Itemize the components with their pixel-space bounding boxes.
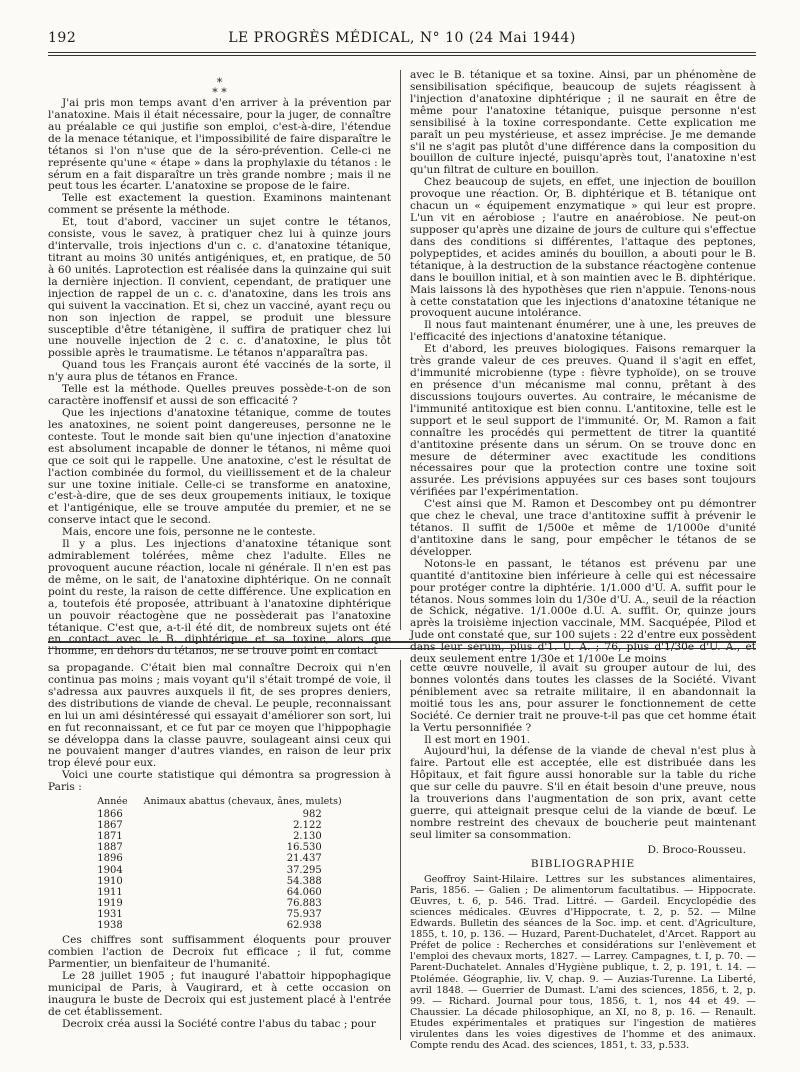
section-asterism: * * * [212, 76, 227, 99]
count-cell: 982 [302, 809, 322, 821]
paragraph: Ces chiffres sont suffisamment éloquents pour prouver combien l'action de Decroix fut efficace ; il fut, comme Parmentier, un bienfaiteur de l'humanité. [48, 934, 391, 970]
count-cell: 2.122 [293, 820, 322, 832]
header-rule [48, 52, 756, 53]
column-header-count: Animaux abattus (chevaux, ânes, mulets) [143, 796, 342, 808]
paragraph: sa propagande. C'était bien mal connaître Decroix qui n'en continua pas moins ; mais voyant qu'il s'était trompé de voie, il s'adressa aux pauvres auxquels il fit, de ses propres deniers, des distributions de viande de cheval. Le peuple, reconnaissant en lui un ami désintéressé qui essayait d'améliorer son sort, lui en fut reconnaissant, et ce fut par ce moyen que l'hippophagie se développa dans la classe pauvre, soulageant ainsi ceux qui ne pouvaient manger d'autres viandes, en raison de leur prix trop élevé pour eux. [48, 662, 391, 770]
year-cell: 1904 [97, 864, 123, 876]
table-row [89, 887, 349, 898]
paragraph: Chez beaucoup de sujets, en effet, une injection de bouillon provoque une réaction. Or, B. diphtérique et B. tétanique ont chacun un « équipement enzymatique » qui leur est propre. L'un vit en aérobiose ; l'autre en anaérobiose. Ne peut-on supposer qu'après une dizaine de jours de culture qui s'effectue dans des conditions si différentes, l'attaque des peptones, polypeptides, et acides aminés du bouillon, a abouti pour le B. tétanique, à la destruction de la substance réactogène contenue dans le bouillon initial, et à son maintien avec le B. diphtérique. Mais laissons là des hypothèses que rien n'appuie. Tenons-nous à cette constatation que les injections d'anatoxine tétanique ne provoquent aucune intolérance. [410, 176, 756, 320]
table-row [89, 920, 349, 931]
year-cell: 1866 [97, 809, 123, 821]
paragraph: Voici une courte statistique qui démontra sa progression à Paris : [48, 769, 391, 794]
count-cell: 2.130 [293, 831, 322, 843]
paragraph: Mais, encore une fois, personne ne le conteste. [62, 526, 316, 539]
paragraph: Et d'abord, les preuves biologiques. Faisons remarquer la très grande valeur de ces preuves. Quand il s'agit en effet, d'immunité microbienne (type : fièvre typhoïde), on se trouve en présence d'un mécanisme mal connu, prêtant à des discussions toujours ouvertes. Au contraire, le mécanisme de l'immunité antitoxique est bien connu. L'antitoxine, telle est le support et le seul support de l'immunité. Or, M. Ramon a fait connaître les procédés qui permettent de titrer la quantité d'antitoxine présente dans un sérum. On se trouve donc en mesure de déterminer avec exactitude les conditions nécessaires pour que la protection contre une toxine soit assurée. Les prévisions appuyées sur ces bases sont toujours vérifiées par l'expérimentation. [410, 343, 756, 499]
year-cell: 1910 [97, 875, 123, 887]
paragraph: Telle est la méthode. Quelles preuves possède-t-on de son caractère inoffensif et aussi de son efficacité ? [48, 383, 391, 408]
author-signature: D. Broco-Rousseu. [647, 843, 746, 856]
count-cell: 62.938 [286, 920, 322, 931]
paragraph: Notons-le en passant, le tétanos est prévenu par une quantité d'antitoxine bien inférieure à celle qui est nécessaire pour protéger contre la diphtérie. 1/1.000 d'U. A. suffit pour le tétanos. Nous sommes loin du 1/30e d'U. A., seuil de la réaction de Schick, négative. 1/1.000e d.U. A. suffit. Or, quinze jours après la troisième injection vaccinale, MM. Sacquépée, Pilod et Jude ont constaté que, sur 100 sujets : 22 d'entre eux possèdent dans leur sérum, plus d'1. U. A. ; 76, plus d'1/30e d'U. A., et deux seulement entre 1/30e et 1/100e Le moins [410, 557, 756, 666]
column-rule [400, 70, 401, 630]
table-row [89, 853, 349, 864]
table-row [89, 865, 349, 876]
upper-right-column [410, 70, 756, 666]
year-cell: 1896 [97, 853, 123, 865]
year-cell: 1919 [97, 897, 123, 909]
paragraph: Aujourd'hui, la défense de la viande de cheval n'est plus à faire. Partout elle est acceptée, elle est distribuée dans les Hôpitaux, et fait figure aussi honorable sur la table du riche que sur celle du pauvre. S'il en était besoin d'une preuve, nous la trouverions dans l'augmentation de son prix, avant cette guerre, qui atteignait presque celui de la viande de bœuf. Le nombre restreint des chevaux de boucherie peut maintenant seul limiter sa consommation. [410, 745, 756, 841]
count-cell: 37.295 [286, 864, 322, 876]
year-cell: 1931 [97, 908, 123, 920]
table-row [89, 898, 349, 909]
paragraph: avec le B. tétanique et sa toxine. Ainsi, par un phénomène de sensibilisation spécifique, beaucoup de sujets réagissent à l'injection d'anatoxine diphtérique ; il ne saurait en être de même pour l'anatoxine tétanique, puisque personne n'est sensibilisé à la toxine correspondante. Cette explication me paraît un peu mystérieuse, et assez imprécise. Je me demande s'il ne s'agit pas plutôt d'une différence dans la composition du bouillon de culture injecté, puisqu'après tout, l'anatoxine n'est qu'un filtrat de culture en bouillon. [410, 69, 756, 177]
paragraph: Decroix créa aussi la Société contre l'abus du tabac ; pour [62, 1017, 376, 1030]
paragraph: Que les injections d'anatoxine tétanique, comme de toutes les anatoxines, ne soient point dangereuses, personne ne le conteste. Tout le monde sait bien qu'une injection d'anatoxine est absolument incapable de donner le tétanos, ni même quoi que ce soit qui le rappelle. Une anatoxine, c'est le résultat de l'action combinée du formol, du vieillissement et de la chaleur sur une toxine initiale. Celle-ci se transforme en anatoxine, c'est-à-dire, que de ses deux groupements initiaux, le toxique et l'antigénique, elle se trouve amputée du premier, et ne se conserve intact que le second. [48, 406, 391, 527]
page-header [48, 30, 756, 50]
column-rule [400, 660, 401, 1040]
year-cell: 1911 [97, 886, 123, 898]
journal-title: LE PROGRÈS MÉDICAL, N° 10 (24 Mai 1944) [228, 30, 576, 46]
bibliography-heading: BIBLIOGRAPHIE [530, 857, 636, 870]
column-header-year: Année [97, 796, 128, 808]
table-header-row [89, 796, 349, 809]
paragraph: Quand tous les Français auront été vaccinés de la sorte, il n'y aura plus de tétanos en France. [48, 359, 391, 384]
paragraph: C'est ainsi que M. Ramon et Descombey ont pu démontrer que chez le cheval, une trace d'antitoxine suffit à prévenir le tétanos. Il suffit de 1/500e et même de 1/1000e d'unité d'antitoxine dans le sang, pour empêcher le tétanos de se développer. [410, 498, 756, 558]
count-cell: 76.883 [286, 897, 322, 909]
year-cell: 1887 [97, 842, 123, 854]
year-cell: 1867 [97, 820, 123, 832]
paragraph: Et, tout d'abord, vacciner un sujet contre le tétanos, consiste, vous le savez, à pratiquer chez lui à quinze jours d'intervalle, trois injections d'un c. c. d'anatoxine tétanique, titrant au moins 30 unités antigéniques, et, en pratique, de 50 à 60 unités. Laprotection est réalisée dans la quinzaine qui suit la dernière injection. Il convient, cependant, de pratiquer une injection de rappel de un c. c. d'anatoxine, dans les trois ans qui suivent la vaccination. Et si, chez un vacciné, ayant reçu ou non son injection de rappel, se produit une blessure susceptible d'être tétanigène, il suffira de pratiquer chez lui une nouvelle injection de 2 c. c. d'anatoxine, le plus tôt possible après le traumatisme. Le tétanos n'apparaîtra pas. [48, 216, 391, 360]
header-rule-2 [48, 55, 756, 56]
year-cell: 1871 [97, 831, 123, 843]
paragraph: J'ai pris mon temps avant d'en arriver à la prévention par l'anatoxine. Mais il était nécessaire, pour la juger, de connaître au préalable ce qui justifie son emploi, c'est-à-dire, l'étendue de la menace tétanique, et l'impossibilité de faire disparaître le tétanos si l'on n'use que de la séro-prévention. Celle-ci ne représente qu'une « étape » dans la prophylaxie du tétanos : le sérum en a fait disparaître un très grande nombre ; mais il ne peut tous les écarter. L'anatoxine se propose de le faire. [48, 97, 391, 193]
paragraph: Telle est exactement la question. Examinons maintenant comment se présente la méthode. [48, 192, 391, 217]
lower-left-column [48, 663, 391, 1030]
table-row [89, 876, 349, 887]
count-cell: 21.437 [286, 853, 322, 865]
table-row [89, 842, 349, 853]
count-cell: 64.060 [286, 886, 322, 898]
paragraph: Le 28 juillet 1905 ; fut inauguré l'abattoir hippophagique municipal de Paris, à Vaugirard, et à cette occasion on inaugura le buste de Decroix qui est justement placé à l'entrée de cet établissement. [48, 969, 391, 1018]
section-separator [48, 641, 756, 649]
paragraph: Il y a plus. Les injections d'anatoxine tétanique sont admirablement tolérées, même chez l'adulte. Elles ne provoquent aucune réaction, locale ni générale. Il n'en est pas de même, on le sait, de l'anatoxine diphtérique. On ne connaît point du reste, la raison de cette différence. Une explication en a, toutefois été proposée, attribuant à l'anatoxine diphtérique un pouvoir réactogène que ne possèderait pas l'anatoxine tétanique. C'est que, a-t-il été dit, de nombreux sujets ont été en contact avec le B. diphtérique et sa toxine, alors que l'homme, en dehors du tétanos, ne se trouve point en contact [48, 538, 391, 658]
paragraph: Il nous faut maintenant énumérer, une à une, les preuves de l'efficacité des injections d'anatoxine tétanique. [410, 319, 756, 344]
count-cell: 75.937 [286, 908, 322, 920]
paragraph: cette œuvre nouvelle, il avait su grouper autour de lui, des bonnes volontés dans toutes les classes de la Société. Vivant péniblement avec sa retraite militaire, il en abandonnait la moitié tous les ans, pour assurer le fonctionnement de cette Société. Ce dernier trait ne prouve-t-il pas que cet homme était la Vertu personnifiée ? [410, 662, 756, 734]
count-cell: 54.388 [286, 875, 322, 887]
page-number: 192 [48, 30, 77, 46]
year-cell: 1938 [97, 920, 123, 931]
bibliography-text: Geoffroy Saint-Hilaire. Lettres sur les substances alimentaires, Paris, 1856. — Galien ; De alimentorum facultatibus. — Hippocrate. Œuvres, t. 6, p. 546. Trad. Littré. — Gardeil. Encyclopédie des sciences médicales. Œuvres d'Hippocrate, t. 2, p. 52. — Milne Edwards. Bulletin des séances de la Soc. imp. et cent. d'Agriculture, 1855, t. 10, p. 136. — Huzard, Parent-Duchatelet, d'Arcet. Rapport au Préfet de police : Recherches et considérations sur l'enlèvement et l'emploi des chevaux morts, 1827. — Larrey. Campagnes, t. I, p. 70. — Parent-Duchatelet. Annales d'Hygiène publique, t. 2, p. 191, t. 14. — Ptolémée. Géographie, liv. V, chap. 9. — Auzias-Turenne. La Liberté, avril 1848. — Guerrier de Dumast. L'ami des sciences, 1856, t. 2, p. 99. — Richard. Journal pour tous, 1856, t. 1, nos 44 et 49. — Chaussier. La décade philosophique, an XI, no 8, p. 16. — Renault. Etudes expérimentales et pratiques sur l'ingestion de matières virulentes dans les voies digestives de l'homme et des animaux. Compte rendu des Acad. des sciences, 1851, t. 33, p.533. [410, 873, 756, 1052]
paragraph: Il est mort en 1901. [424, 733, 531, 746]
table-row [89, 831, 349, 842]
count-cell: 16.530 [286, 842, 322, 854]
table-row [89, 909, 349, 920]
upper-left-column [48, 78, 391, 658]
table-row [89, 809, 349, 820]
table-row [89, 820, 349, 831]
slaughter-statistics-table [89, 796, 349, 931]
lower-right-column [410, 663, 756, 1051]
